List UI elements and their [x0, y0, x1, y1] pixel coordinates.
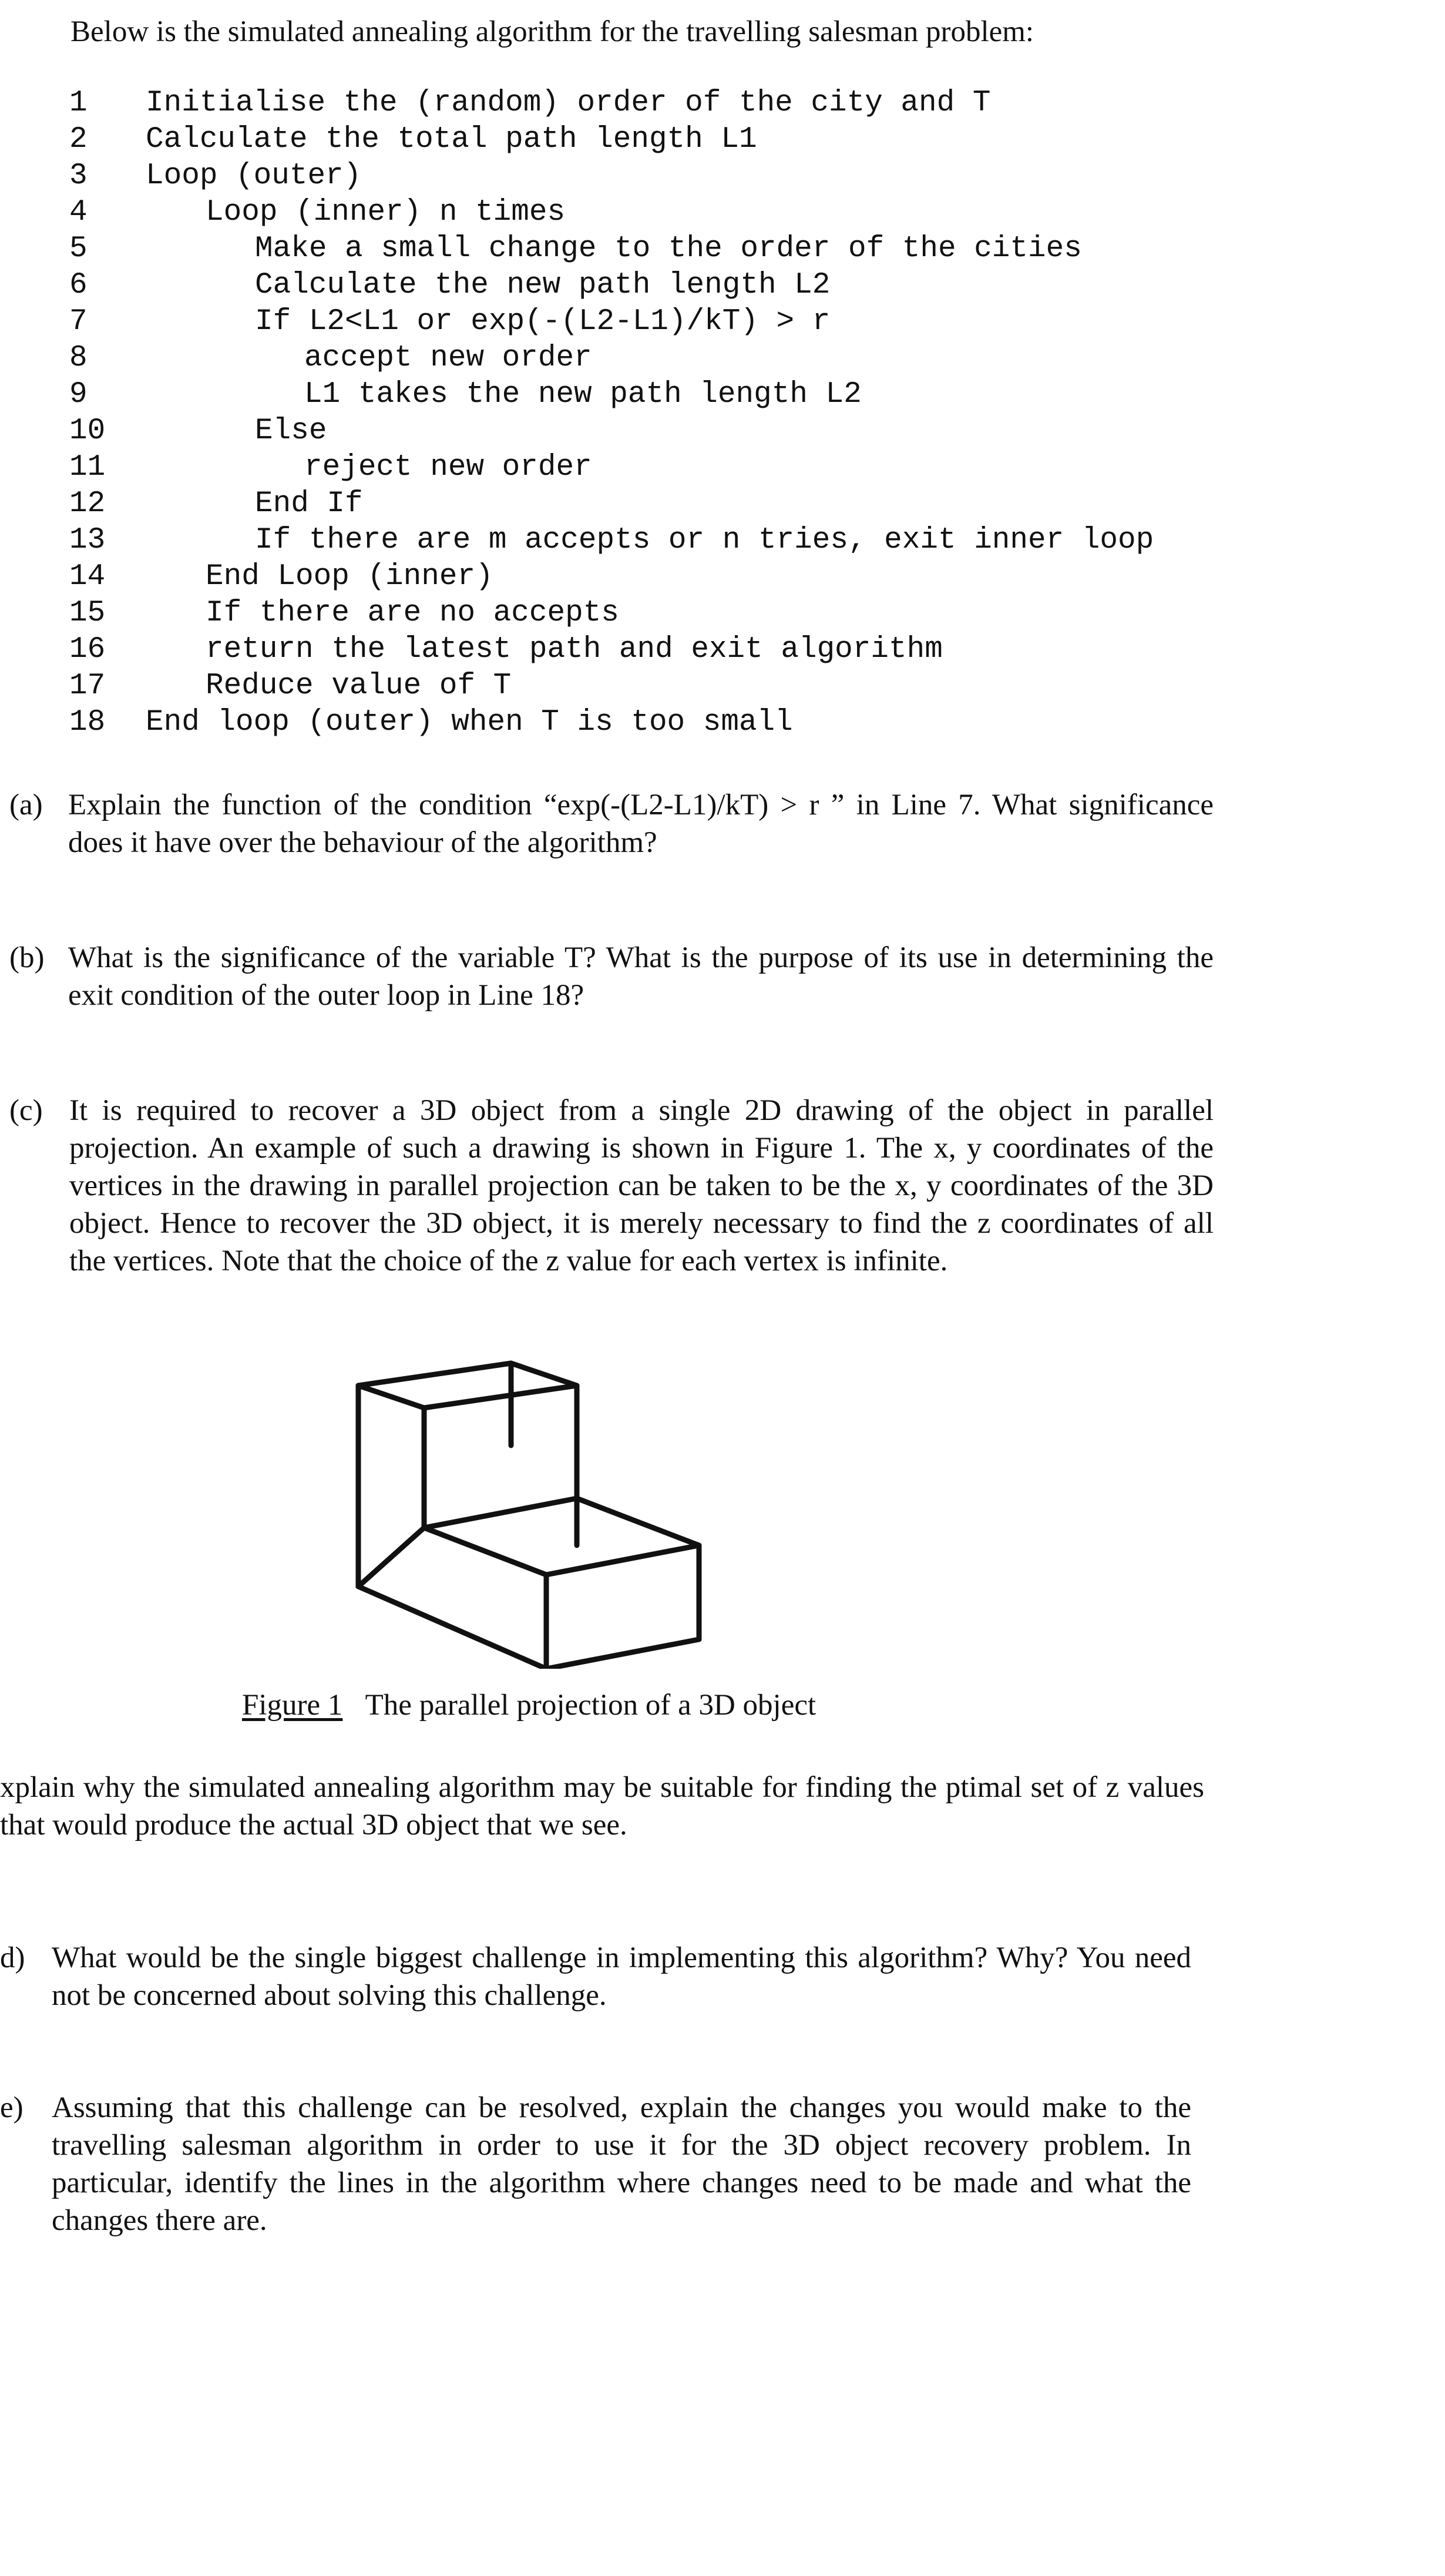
intro-text: Below is the simulated annealing algorithm for the travelling salesman problem:	[70, 15, 1034, 48]
code-line-number: 13	[69, 524, 106, 557]
code-line-number: 1	[69, 86, 88, 120]
code-line-number: 4	[69, 196, 88, 229]
question-d-text: What would be the single biggest challenge in implementing this algorithm? Why? You need not be concerned about solving this challenge.	[52, 1941, 1191, 2012]
question-a-text: Explain the function of the condition “exp(-(L2-L1)/kT) > r ” in Line 7. What significance does it have over the behaviour of the algorithm?	[68, 789, 1214, 859]
figure-caption-text: The parallel projection of a 3D object	[365, 1689, 816, 1722]
question-c-label: (c)	[9, 1094, 43, 1127]
code-line-text: End If	[255, 487, 363, 521]
question-d-label: d)	[0, 1941, 25, 1974]
code-line-text: Reduce value of T	[206, 669, 512, 703]
code-line-text: Initialise the (random) order of the city and T	[146, 86, 991, 120]
code-line-text: If L2<L1 or exp(-(L2-L1)/kT) > r	[255, 305, 831, 338]
question-c-text: It is required to recover a 3D object from a single 2D drawing of the object in parallel projection. An example of such a drawing is shown in Figure 1. The x, y coordinates of the vertices in the drawing in parallel projection can be taken to be the x, y coordinates of the 3D object. Hence to recover the 3D object, it is merely necessary to find the z coordinates of all the vertices. Note that the choice of the z value for each vertex is infinite.	[69, 1094, 1214, 1277]
figure-number: Figure 1	[242, 1689, 343, 1722]
code-line-text: L1 takes the new path length L2	[304, 378, 862, 411]
code-line-text: Else	[255, 414, 327, 448]
figure-bottom-left	[358, 1586, 546, 1669]
code-line-text: If there are m accepts or n tries, exit inner loop	[255, 524, 1154, 557]
code-line-number: 2	[69, 123, 88, 156]
code-line-text: End Loop (inner)	[206, 560, 493, 593]
code-line-number: 10	[69, 414, 106, 448]
figure-top-face	[358, 1363, 577, 1408]
question-c-followup: xplain why the simulated annealing algorithm may be suitable for finding the ptimal set of z values that would produce the actual 3D object that we see.	[0, 1771, 1204, 1842]
code-line-text: Loop (outer)	[146, 159, 362, 193]
code-line-number: 7	[69, 305, 88, 338]
code-line-number: 17	[69, 669, 106, 703]
code-line-text: Make a small change to the order of the cities	[255, 232, 1082, 266]
code-line-number: 9	[69, 378, 88, 411]
code-line-text: Loop (inner) n times	[206, 196, 566, 229]
question-e-text: Assuming that this challenge can be resolved, explain the changes you would make to the travelling salesman algorithm in order to use it for the 3D object recovery problem. In particular, identify the lines in the algorithm where changes need to be made and what the changes there are.	[52, 2091, 1191, 2237]
code-line-number: 11	[69, 451, 106, 484]
code-line-text: Calculate the total path length L1	[146, 123, 757, 156]
figure-step-face	[424, 1498, 699, 1575]
code-line-number: 15	[69, 596, 106, 630]
code-line-text: reject new order	[304, 451, 592, 484]
figure-caption	[242, 1686, 816, 1724]
code-line-number: 6	[69, 269, 88, 302]
code-line-text: If there are no accepts	[206, 596, 619, 630]
code-line-number: 18	[69, 706, 106, 739]
question-e-label: e)	[0, 2091, 23, 2124]
code-line-number: 8	[69, 341, 88, 375]
question-a-label: (a)	[9, 789, 43, 821]
code-line-text: End loop (outer) when T is too small	[146, 706, 793, 739]
figure-bottom-front	[546, 1639, 699, 1669]
question-b-label: (b)	[9, 941, 45, 974]
code-line-number: 3	[69, 159, 88, 193]
code-line-text: accept new order	[304, 341, 592, 375]
code-line-number: 5	[69, 232, 88, 266]
code-line-number: 14	[69, 560, 106, 593]
code-line-text: Calculate the new path length L2	[255, 269, 831, 302]
figure-1-drawing	[347, 1351, 722, 1669]
question-b-text: What is the significance of the variable T? What is the purpose of its use in determining the exit condition of the outer loop in Line 18?	[68, 941, 1214, 1012]
code-line-number: 16	[69, 633, 106, 666]
code-line-text: return the latest path and exit algorithm	[206, 633, 943, 666]
figure-step-left	[358, 1528, 424, 1586]
code-line-number: 12	[69, 487, 106, 521]
